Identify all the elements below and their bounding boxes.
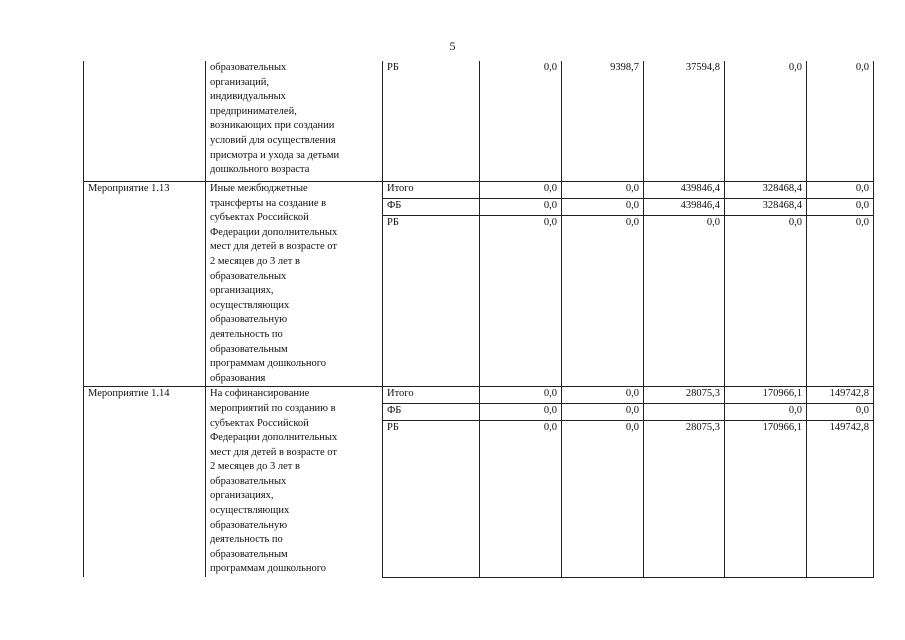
description-line: программам дошкольного <box>210 358 327 370</box>
source-label: Итого <box>383 182 480 199</box>
value-cell: 0,0 <box>562 199 644 216</box>
description-line: организациях, <box>210 285 274 297</box>
description-cell <box>206 61 383 182</box>
description-line: Федерации дополнительных <box>210 432 338 444</box>
description-line: мест для детей в возрасте от <box>210 446 337 458</box>
description-line: индивидуальных <box>210 91 286 103</box>
source-label: РБ <box>383 216 480 387</box>
description-line: образовательных <box>210 270 287 282</box>
description-line: присмотра и ухода за детьми <box>210 149 340 161</box>
source-label: РБ <box>383 61 480 182</box>
description-line: программам дошкольного <box>210 563 327 575</box>
description-line: предпринимателей, <box>210 105 297 117</box>
value-cell: 0,0 <box>562 182 644 199</box>
value-cell: 149742,8 <box>807 387 874 404</box>
description-line: 2 месяцев до 3 лет в <box>210 461 300 473</box>
description-line: образовательных <box>210 62 287 73</box>
description-line: организаций, <box>210 76 269 88</box>
description-line: образовательную <box>210 519 288 531</box>
value-cell: 0,0 <box>480 61 562 182</box>
value-cell: 0,0 <box>807 61 874 182</box>
value-cell: 0,0 <box>562 216 644 387</box>
description-line: образовательных <box>210 475 287 487</box>
table-row <box>84 61 874 182</box>
value-cell: 0,0 <box>807 182 874 199</box>
description-line: субъектах Российской <box>210 417 309 429</box>
description-line: образовательную <box>210 314 288 326</box>
value-cell: 170966,1 <box>725 387 807 404</box>
value-cell: 0,0 <box>480 421 562 577</box>
description-line: организациях, <box>210 490 274 502</box>
value-cell: 439846,4 <box>644 199 725 216</box>
description-line: На софинансирование <box>210 388 310 400</box>
description-line: Иные межбюджетные <box>210 183 308 194</box>
value-cell: 439846,4 <box>644 182 725 199</box>
description-cell <box>206 387 383 577</box>
description-line: мест для детей в возрасте от <box>210 241 337 253</box>
description-line: образовательным <box>210 548 288 560</box>
description-line: 2 месяцев до 3 лет в <box>210 255 300 267</box>
source-label: Итого <box>383 387 480 404</box>
source-label: ФБ <box>383 404 480 421</box>
description-line: деятельность по <box>210 534 283 546</box>
value-cell: 0,0 <box>725 216 807 387</box>
value-cell: 149742,8 <box>807 421 874 577</box>
description-line: осуществляющих <box>210 299 290 311</box>
value-cell: 0,0 <box>562 421 644 577</box>
value-cell: 9398,7 <box>562 61 644 182</box>
value-cell: 0,0 <box>562 404 644 421</box>
page-number: 5 <box>449 39 456 53</box>
value-cell: 0,0 <box>480 199 562 216</box>
value-cell: 28075,3 <box>644 421 725 577</box>
value-cell: 0,0 <box>807 404 874 421</box>
value-cell: 170966,1 <box>725 421 807 577</box>
description-line: образования <box>210 372 266 384</box>
value-cell: 328468,4 <box>725 182 807 199</box>
source-label: ФБ <box>383 199 480 216</box>
value-cell: 0,0 <box>807 216 874 387</box>
value-cell: 0,0 <box>480 182 562 199</box>
table-row <box>84 387 874 404</box>
value-cell: 0,0 <box>644 216 725 387</box>
event-cell: Мероприятие 1.13 <box>84 182 206 387</box>
source-label: РБ <box>383 421 480 577</box>
value-cell: 37594,8 <box>644 61 725 182</box>
description-line: образовательным <box>210 343 288 355</box>
description-cell <box>206 182 383 387</box>
value-cell: 28075,3 <box>644 387 725 404</box>
value-cell <box>644 404 725 421</box>
description-line: возникающих при создании <box>210 120 335 132</box>
value-cell: 0,0 <box>480 387 562 404</box>
description-line: трансферты на создание в <box>210 197 327 209</box>
value-cell: 328468,4 <box>725 199 807 216</box>
description-line: деятельность по <box>210 328 283 340</box>
value-cell: 0,0 <box>725 404 807 421</box>
value-cell: 0,0 <box>807 199 874 216</box>
description-line: мероприятий по созданию в <box>210 402 336 414</box>
value-cell: 0,0 <box>725 61 807 182</box>
event-cell: Мероприятие 1.14 <box>84 387 206 577</box>
description-line: дошкольного возраста <box>210 164 310 176</box>
description-line: условий для осуществления <box>210 134 336 146</box>
description-line: осуществляющих <box>210 505 290 517</box>
budget-table <box>83 61 874 578</box>
value-cell: 0,0 <box>480 404 562 421</box>
value-cell: 0,0 <box>480 216 562 387</box>
value-cell: 0,0 <box>562 387 644 404</box>
description-line: Федерации дополнительных <box>210 226 338 238</box>
description-line: субъектах Российской <box>210 212 309 224</box>
event-cell <box>84 61 206 182</box>
table-row <box>84 182 874 199</box>
